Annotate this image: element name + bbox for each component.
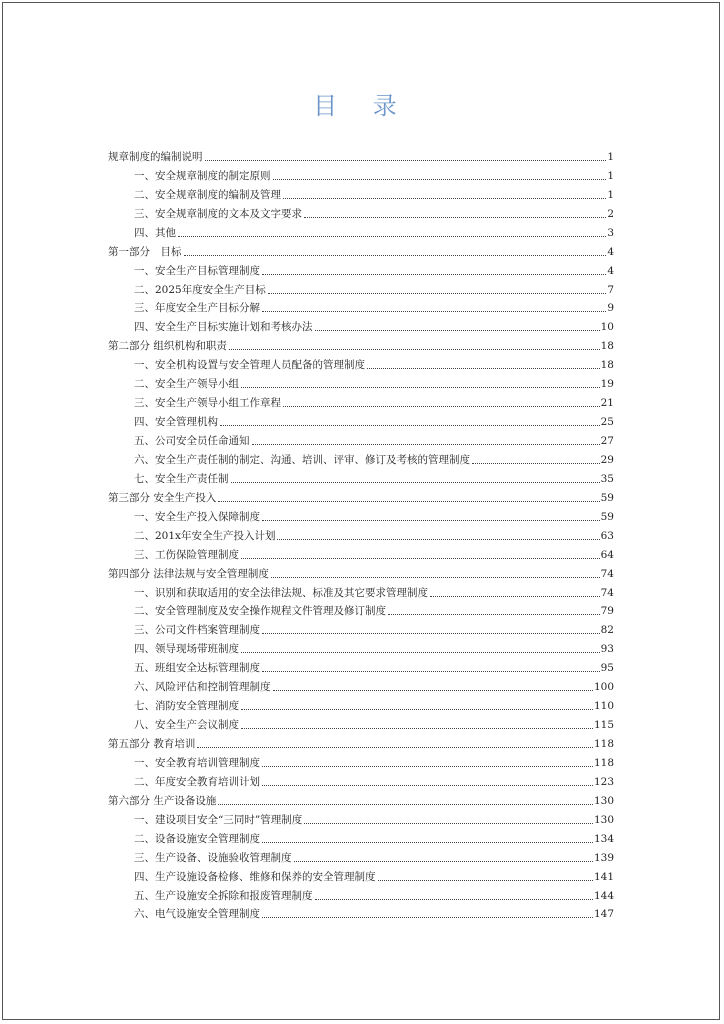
toc-entry-page: 74: [600, 567, 614, 580]
toc-entry-label: 一、安全规章制度的制定原则: [134, 169, 271, 182]
toc-leader-dots: [315, 329, 600, 331]
toc-entry-page: 4: [607, 264, 614, 277]
toc-entry-page: 2: [607, 207, 614, 220]
toc-leader-dots: [268, 292, 607, 294]
toc-leader-dots: [262, 916, 593, 918]
table-of-contents: [108, 144, 614, 920]
toc-entry-page: 115: [593, 719, 614, 732]
toc-entry-label: 一、安全教育培训管理制度: [134, 756, 260, 769]
toc-entry[interactable]: [108, 485, 614, 504]
toc-leader-dots: [241, 386, 600, 388]
toc-entry[interactable]: [108, 144, 614, 163]
toc-entry-label: 三、公司文件档案管理制度: [134, 624, 260, 637]
toc-entry-page: 59: [600, 491, 614, 504]
toc-leader-dots: [304, 216, 606, 218]
toc-leader-dots: [229, 348, 600, 350]
toc-entry[interactable]: [108, 769, 614, 788]
toc-entry[interactable]: [108, 599, 614, 618]
toc-entry-label: 一、安全生产目标管理制度: [134, 264, 260, 277]
toc-leader-dots: [241, 651, 600, 653]
toc-entry-page: 1: [607, 150, 614, 163]
toc-entry[interactable]: [108, 788, 614, 807]
toc-entry-label: 四、安全管理机构: [134, 416, 218, 429]
toc-entry-label: 四、生产设施设备检修、维修和保养的安全管理制度: [134, 870, 376, 883]
toc-entry-page: 18: [600, 359, 614, 372]
toc-leader-dots: [271, 576, 600, 578]
toc-leader-dots: [277, 538, 599, 540]
toc-entry-page: 141: [593, 870, 614, 883]
toc-leader-dots: [262, 632, 600, 634]
toc-entry-label: 四、其他: [134, 226, 176, 239]
toc-entry-page: 130: [593, 794, 614, 807]
toc-entry[interactable]: [108, 447, 614, 466]
toc-entry-label: 第四部分 法律法规与安全管理制度: [108, 567, 269, 580]
toc-entry[interactable]: [108, 750, 614, 769]
toc-entry-label: 二、安全管理制度及安全操作规程文件管理及修订制度: [134, 605, 386, 618]
toc-entry-label: 三、年度安全生产目标分解: [134, 302, 260, 315]
toc-entry-page: 29: [600, 453, 614, 466]
toc-entry-label: 二、设备设施安全管理制度: [134, 832, 260, 845]
toc-entry-label: 一、安全机构设置与安全管理人员配备的管理制度: [134, 359, 365, 372]
toc-leader-dots: [184, 254, 607, 256]
toc-entry-label: 三、工伤保险管理制度: [134, 548, 239, 561]
toc-entry-label: 第六部分 生产设备设施: [108, 794, 217, 807]
toc-entry[interactable]: [108, 561, 614, 580]
toc-leader-dots: [231, 481, 600, 483]
toc-leader-dots: [218, 803, 593, 805]
toc-leader-dots: [367, 367, 600, 369]
toc-entry-label: 二、安全生产领导小组: [134, 378, 239, 391]
toc-entry-page: 110: [593, 700, 614, 713]
toc-leader-dots: [283, 197, 606, 199]
toc-entry[interactable]: [108, 807, 614, 826]
toc-entry[interactable]: [108, 409, 614, 428]
toc-leader-dots: [262, 310, 606, 312]
toc-entry-page: 144: [593, 889, 614, 902]
toc-leader-dots: [262, 273, 606, 275]
toc-entry[interactable]: [108, 333, 614, 352]
toc-entry-page: 147: [593, 908, 614, 921]
toc-leader-dots: [378, 879, 593, 881]
toc-entry-label: 二、安全规章制度的编制及管理: [134, 188, 281, 201]
toc-entry-page: 35: [600, 472, 614, 485]
toc-entry[interactable]: [108, 542, 614, 561]
toc-entry[interactable]: [108, 182, 614, 201]
toc-entry[interactable]: [108, 504, 614, 523]
toc-entry[interactable]: [108, 712, 614, 731]
toc-entry-page: 118: [593, 756, 614, 769]
toc-entry-page: 7: [607, 283, 614, 296]
toc-entry-page: 95: [600, 662, 614, 675]
toc-leader-dots: [430, 595, 600, 597]
toc-leader-dots: [294, 860, 593, 862]
toc-entry-label: 五、班组安全达标管理制度: [134, 662, 260, 675]
toc-entry[interactable]: [108, 883, 614, 902]
toc-entry-page: 63: [600, 529, 614, 542]
toc-entry-page: 19: [600, 378, 614, 391]
toc-entry[interactable]: [108, 845, 614, 864]
toc-leader-dots: [262, 765, 593, 767]
toc-entry[interactable]: [108, 296, 614, 315]
toc-entry[interactable]: [108, 466, 614, 485]
toc-entry-page: 4: [607, 245, 614, 258]
toc-entry-label: 四、安全生产目标实施计划和考核办法: [134, 321, 313, 334]
toc-entry-label: 一、建设项目安全“三同时”管理制度: [134, 813, 303, 826]
toc-entry-page: 93: [600, 643, 614, 656]
toc-entry-label: 七、安全生产责任制: [134, 472, 229, 485]
toc-leader-dots: [205, 159, 607, 161]
toc-entry[interactable]: [108, 201, 614, 220]
toc-entry[interactable]: [108, 902, 614, 921]
toc-leader-dots: [262, 841, 593, 843]
toc-entry-label: 六、电气设施安全管理制度: [134, 908, 260, 921]
toc-leader-dots: [283, 405, 600, 407]
toc-title: 目 录: [313, 92, 411, 120]
toc-entry[interactable]: [108, 580, 614, 599]
toc-entry-label: 二、年度安全教育培训计划: [134, 775, 260, 788]
toc-entry[interactable]: [108, 220, 614, 239]
toc-entry-label: 第一部分 目标: [108, 245, 182, 258]
toc-entry-label: 五、公司安全员任命通知: [134, 435, 250, 447]
toc-entry-page: 82: [600, 624, 614, 637]
toc-entry[interactable]: [108, 731, 614, 750]
toc-entry[interactable]: [108, 314, 614, 333]
toc-entry[interactable]: [108, 163, 614, 182]
toc-entry-label: 六、风险评估和控制管理制度: [134, 681, 271, 694]
toc-entry-label: 五、生产设施安全拆除和报废管理制度: [134, 889, 313, 902]
toc-leader-dots: [241, 708, 593, 710]
toc-leader-dots: [178, 235, 606, 237]
toc-leader-dots: [218, 500, 599, 502]
toc-entry-page: 1: [607, 169, 614, 182]
toc-entry-page: 100: [593, 681, 614, 694]
toc-entry[interactable]: [108, 239, 614, 258]
toc-leader-dots: [273, 689, 593, 691]
toc-entry-page: 74: [600, 586, 614, 599]
toc-entry-page: 10: [600, 321, 614, 334]
toc-leader-dots: [241, 557, 600, 559]
toc-entry[interactable]: [108, 390, 614, 409]
toc-entry[interactable]: [108, 655, 614, 674]
toc-leader-dots: [262, 784, 593, 786]
toc-entry-label: 三、安全生产领导小组工作章程: [134, 397, 281, 410]
toc-entry-page: 123: [593, 775, 614, 788]
toc-entry-page: 25: [600, 416, 614, 429]
toc-leader-dots: [241, 727, 593, 729]
toc-entry-page: 134: [593, 832, 614, 845]
toc-entry-page: 9: [607, 302, 614, 315]
toc-entry-page: 130: [593, 813, 614, 826]
toc-entry[interactable]: [108, 277, 614, 296]
toc-entry-page: 139: [593, 851, 614, 864]
toc-leader-dots: [472, 462, 600, 464]
toc-leader-dots: [388, 613, 600, 615]
toc-entry[interactable]: [108, 636, 614, 655]
toc-entry[interactable]: [108, 352, 614, 371]
toc-entry-label: 七、消防安全管理制度: [134, 700, 239, 713]
toc-entry-page: 18: [600, 340, 614, 353]
toc-leader-dots: [315, 898, 593, 900]
toc-entry-page: 64: [600, 548, 614, 561]
toc-entry-label: 第五部分 教育培训: [108, 738, 196, 750]
toc-leader-dots: [220, 424, 600, 426]
toc-entry[interactable]: [108, 864, 614, 883]
toc-leader-dots: [304, 822, 593, 824]
toc-entry-label: 三、生产设备、设施验收管理制度: [134, 851, 292, 864]
toc-entry-page: 27: [600, 435, 614, 447]
toc-leader-dots: [273, 178, 607, 180]
toc-entry-page: 1: [607, 188, 614, 201]
toc-entry-page: 79: [600, 605, 614, 618]
toc-entry-label: 一、安全生产投入保障制度: [134, 510, 260, 523]
toc-entry-label: 一、识别和获取适用的安全法律法规、标准及其它要求管理制度: [134, 586, 428, 599]
toc-entry-label: 六、安全生产责任制的制定、沟通、培训、评审、修订及考核的管理制度: [134, 453, 470, 466]
toc-leader-dots: [262, 519, 600, 521]
toc-entry-label: 规章制度的编制说明: [108, 150, 203, 163]
toc-entry-label: 八、安全生产会议制度: [134, 719, 239, 732]
toc-entry[interactable]: [108, 371, 614, 390]
toc-entry-label: 二、201x年安全生产投入计划: [134, 529, 276, 542]
toc-entry-label: 三、安全规章制度的文本及文字要求: [134, 207, 302, 220]
toc-entry-label: 四、领导现场带班制度: [134, 643, 239, 656]
toc-leader-dots: [197, 746, 593, 748]
toc-entry-page: 118: [593, 738, 614, 750]
toc-entry-page: 3: [607, 226, 614, 239]
toc-entry-label: 第三部分 安全生产投入: [108, 491, 217, 504]
toc-entry[interactable]: [108, 826, 614, 845]
toc-entry[interactable]: [108, 523, 614, 542]
toc-leader-dots: [252, 443, 600, 445]
toc-entry[interactable]: [108, 617, 614, 636]
toc-entry-label: 二、2025年度安全生产目标: [134, 283, 266, 296]
toc-entry-page: 59: [600, 510, 614, 523]
toc-entry[interactable]: [108, 428, 614, 447]
toc-entry[interactable]: [108, 258, 614, 277]
toc-entry[interactable]: [108, 693, 614, 712]
toc-entry-page: 21: [600, 397, 614, 410]
toc-entry[interactable]: [108, 674, 614, 693]
toc-entry-label: 第二部分 组织机构和职责: [108, 340, 227, 353]
toc-leader-dots: [262, 670, 600, 672]
